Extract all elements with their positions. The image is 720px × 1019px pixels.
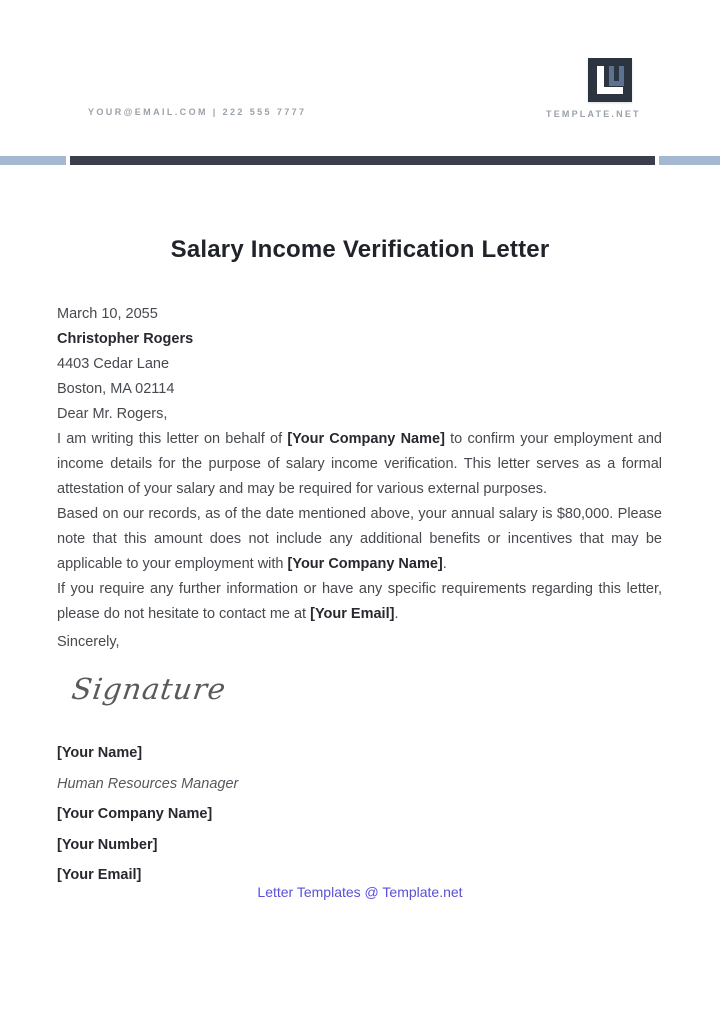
recipient-name: Christopher Rogers xyxy=(57,331,194,347)
signer-name: [Your Name] xyxy=(57,745,143,761)
letter-body xyxy=(57,302,662,627)
signer-number: [Your Number] xyxy=(57,836,158,853)
letter-date: March 10, 2055 xyxy=(57,306,158,322)
paragraph-2-text: Based on our records, as of the date mentioned above, your annual salary is $80,000. Please note that this amount does not include any additional benefits or incentives that may be applicable to your employment with xyxy=(57,506,662,572)
signer-job-title: Human Resources Manager xyxy=(57,775,239,792)
paragraph-3 xyxy=(57,577,662,627)
page-title: Salary Income Verification Letter xyxy=(170,236,550,263)
divider-segment-right xyxy=(659,156,720,165)
handwritten-signature: Signature xyxy=(69,672,229,706)
email-placeholder: [Your Email] xyxy=(310,606,395,622)
company-name-placeholder-2: [Your Company Name] xyxy=(287,556,443,572)
signer-company: [Your Company Name] xyxy=(57,806,213,822)
footer-template-link[interactable]: Letter Templates @ Template.net xyxy=(257,884,463,900)
divider-segment-center xyxy=(70,156,655,165)
paragraph-3-text-after: . xyxy=(394,606,399,622)
recipient-address-line2: Boston, MA 02114 xyxy=(57,381,175,397)
recipient-address-line1: 4403 Cedar Lane xyxy=(57,356,170,372)
logo-u-shape xyxy=(609,66,624,86)
signature-block xyxy=(57,738,238,891)
paragraph-1 xyxy=(57,427,662,502)
closing-salutation: Sincerely, xyxy=(57,634,120,650)
salutation: Dear Mr. Rogers, xyxy=(57,406,168,422)
footer xyxy=(0,884,720,902)
template-net-logo-icon xyxy=(588,58,632,102)
paragraph-1-text: I am writing this letter on behalf of xyxy=(57,431,288,447)
header-contact-info: YOUR@EMAIL.COM | 222 555 7777 xyxy=(88,107,307,117)
paragraph-2-text-after: . xyxy=(442,556,447,572)
divider-segment-left xyxy=(0,156,66,165)
company-name-placeholder: [Your Company Name] xyxy=(287,431,445,447)
paragraph-1-text-after: to confirm your employment and income details for the purpose of salary income verification. This letter serves as a formal attestation of your salary and may be required for various external purposes. xyxy=(57,431,662,497)
paragraph-3-text: If you require any further information or have any specific requirements regarding this letter, please do not hesitate to contact me at xyxy=(57,581,662,622)
brand-wordmark: TEMPLATE.NET xyxy=(546,109,641,119)
paragraph-2 xyxy=(57,502,662,577)
signer-email: [Your Email] xyxy=(57,867,142,883)
